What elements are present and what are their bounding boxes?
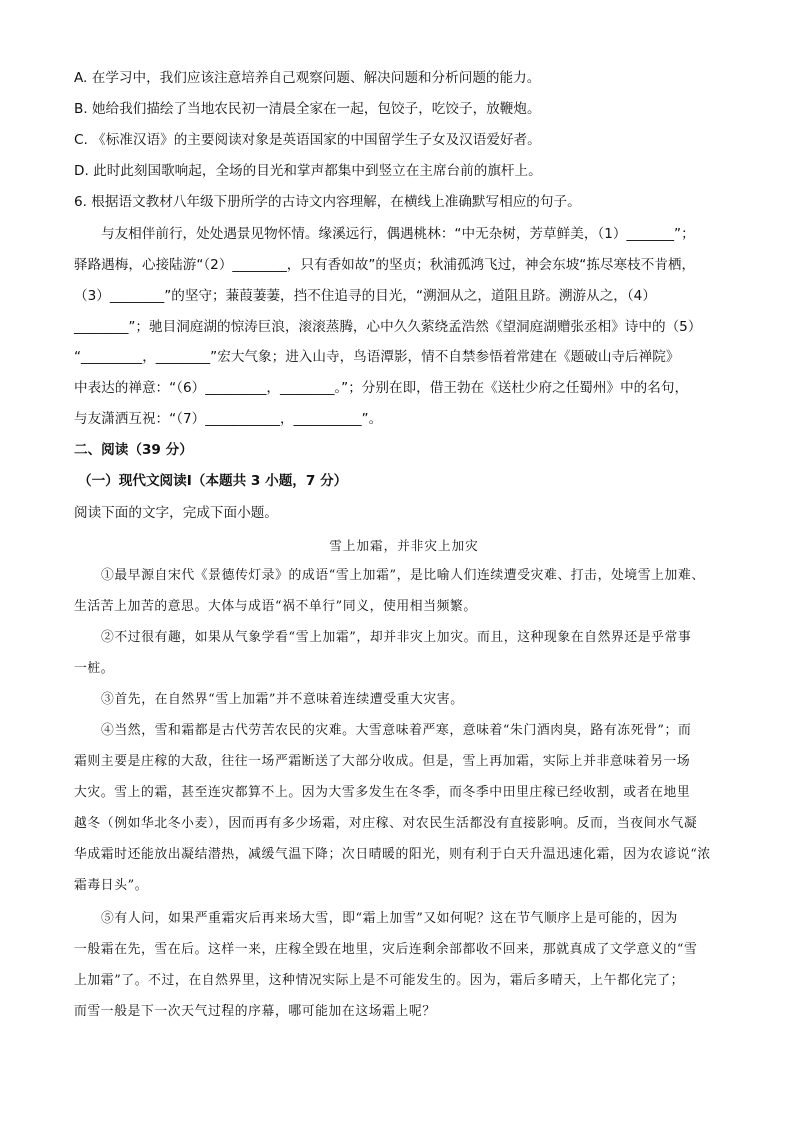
option-d: D. 此时此刻国歌响起，全场的目光和掌声都集中到竖立在主席台前的旗杆上。 [74,163,542,179]
reading-instruction: 阅读下面的文字，完成下面小题。 [74,505,278,521]
question-6-prompt: 6. 根据语文教材八年级下册所学的古诗文内容理解，在横线上准确默写相应的句子。 [74,194,581,210]
section-subheading: （一）现代文阅读Ⅰ（本题共 3 小题，7 分） [78,473,348,489]
question-6-line: ________”；驰目洞庭湖的惊涛巨浪，滚滚蒸腾，心中久久萦绕孟浩然《望洞庭湖赠张丞相》诗中的（5） [74,319,702,335]
article-line: 越冬（例如华北冬小麦），因而再有多少场霜，对庄稼、对农民生活都没有直接影响。反而，当夜间水气凝 [74,816,698,831]
question-6-line: 与友相伴前行，处处遇景见物怀情。缘溪远行，偶遇桃林：“中无杂树，芳草鲜美，（1）_______”； [101,226,695,242]
article-line: 霜毒日头”。 [74,878,149,893]
article-line: 大灾。雪上的霜，甚至连灾都算不上。因为大雪多发生在冬季，而冬季中田里庄稼已经收割，或者在地里 [74,785,691,800]
article-line: 上加霜”了。不过，在自然界里，这种情况实际上是不可能发生的。因为，霜后多晴天，上午都化完了； [74,973,685,988]
article-line: ②不过很有趣，如果从气象学看“雪上加霜”，却并非灾上加灾。而且，这种现象在自然界还是乎常事 [101,630,692,645]
option-b: B. 她给我们描绘了当地农民初一清晨全家在一起，包饺子，吃饺子，放鞭炮。 [74,101,541,117]
section-heading: 二、阅读（39 分） [74,442,193,458]
question-6-line: （3）________”的坚守；蒹葭萋萋，挡不住追寻的目光，“溯洄从之，道阻且跻。溯游从之，（4） [74,288,656,304]
question-6-line: 中表达的禅意：“（6）_________，________。”；分别在即，借王勃在《送杜少府之任蜀州》中的名句， [74,380,689,396]
question-6-line: 与友潇洒互祝：“（7）___________，__________”。 [74,411,383,427]
article-line: 华成霜时还能放出凝结潜热，减缓气温下降；次日晴暖的阳光，则有利于白天升温迅速化霜，因为农谚说“浓 [74,847,711,862]
question-6-line: “_________，________”宏大气象；进入山寺，鸟语潭影，情不自禁参悟着常建在《题破山寺后禅院》 [74,349,680,365]
article-line: 生活苦上加苦的意思。大体与成语“祸不单行”同义，使用相当频繁。 [74,599,477,614]
article-line: ⑤有人问，如果严重霜灾后再来场大雪，即“霜上加雪”又如何呢？这在节气顺序上是可能的，因为 [101,911,678,926]
option-a: A. 在学习中，我们应该注意培养自己观察问题、解决问题和分析问题的能力。 [74,70,541,86]
option-c: C. 《标准汉语》的主要阅读对象是英语国家的中国留学生子女及汉语爱好者。 [74,132,541,148]
question-6-line: 驿路遇梅，心接陆游“（2）________，只有香如故”的坚贞；秋浦孤鸿飞过，神会东坡“拣尽寒枝不肯栖， [74,257,696,273]
article-line: ①最早源自宋代《景德传灯录》的成语“雪上加霜”，是比喻人们连续遭受灾难、打击，处境雪上加难、 [101,568,705,583]
article-line: 霜则主要是庄稼的大敌，往往一场严霜断送了大部分收成。但是，雪上再加霜，实际上并非意味着另一场 [74,754,691,769]
article-line: 一般霜在先，雪在后。这样一来，庄稼全毁在地里，灾后连剩余部都收不回来，那就真成了文学意义的“雪 [74,942,698,957]
article-line: 一桩。 [74,661,115,676]
article-line: ④当然，雪和霜都是古代劳苦农民的灾难。大雪意味着严寒，意味着“朱门酒肉臭，路有冻死骨”；而 [101,723,692,738]
article-title: 雪上加霜，并非灾上加灾 [329,538,479,553]
article-line: ③首先，在自然界“雪上加霜”并不意味着连续遭受重大灾害。 [101,692,464,707]
article-line: 而雪一般是下一次天气过程的序幕，哪可能加在这场霜上呢？ [74,1004,436,1019]
